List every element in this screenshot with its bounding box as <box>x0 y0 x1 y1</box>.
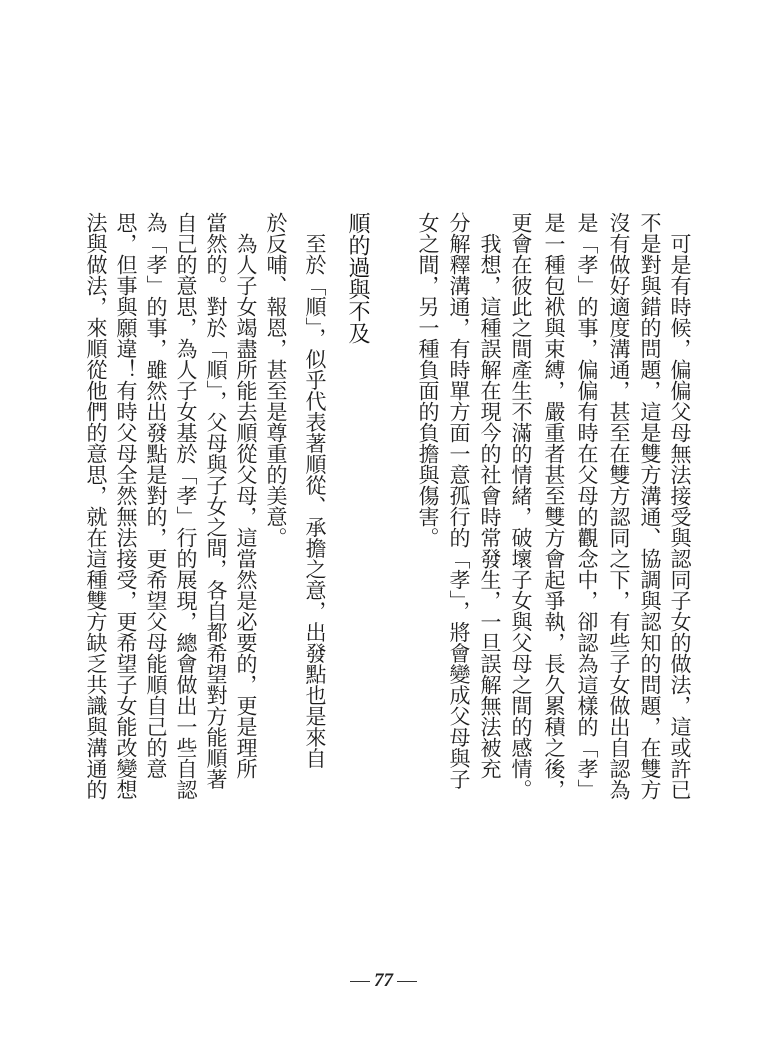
text-column: 是「孝」的事，偏偏有時在父母的觀念中，卻認為這樣的「孝」 <box>575 212 599 800</box>
text-column: 分解釋溝通，有時單方面一意孤行的「孝」，將會變成父母與子 <box>447 212 471 790</box>
text-column: 為人子女竭盡所能去順從父母，這當然是必要的，更是理所 <box>234 212 258 779</box>
page-number-value: 77 <box>374 970 393 991</box>
text-column: 當然的。對於「順」，父母與子女之間，各自都希望對方能順著 <box>204 212 228 790</box>
text-column: 至於「順」，似乎代表著順從、承擔之意，出發點也是來自 <box>303 212 327 769</box>
text-column: 更會在彼此之間產生不滿的情緒，破壞子女與父母之間的感情。 <box>509 212 533 800</box>
text-column: 自己的意思，為人子女基於「孝」行的展現，總會做出一些自認 <box>174 212 198 800</box>
section-heading: 順的過與不及 <box>345 212 370 344</box>
text-column: 可是有時候，偏偏父母無法接受與認同子女的做法，這或許已 <box>668 212 692 800</box>
text-column: 法與做法，來順從他們的意思，就在這種雙方缺乏共識與溝通的 <box>84 212 108 800</box>
text-column: 女之間，另一種負面的負擔與傷害。 <box>416 212 440 548</box>
dash-right <box>397 981 417 982</box>
text-column: 不是對與錯的問題，這是雙方溝通、協調與認知的問題，在雙方 <box>638 212 662 800</box>
text-column: 是一種包袱與束縛，嚴重者甚至雙方會起爭執，長久累積之後， <box>542 212 566 800</box>
text-column: 沒有做好適度溝通，甚至在雙方認同之下，有些子女做出自認為 <box>607 212 631 800</box>
text-column: 於反哺、報恩，甚至是尊重的美意。 <box>264 212 288 548</box>
page-number <box>0 970 767 992</box>
text-column: 我想，這種誤解在現今的社會時常發生，一旦誤解無法被充 <box>478 212 502 779</box>
dash-left <box>350 981 370 982</box>
text-column: 為「孝」的事，雖然出發點是對的，更希望父母能順自己的意 <box>144 212 168 779</box>
text-column: 思，但事與願違！有時父母全然無法接受，更希望子女能改變想 <box>114 212 138 800</box>
